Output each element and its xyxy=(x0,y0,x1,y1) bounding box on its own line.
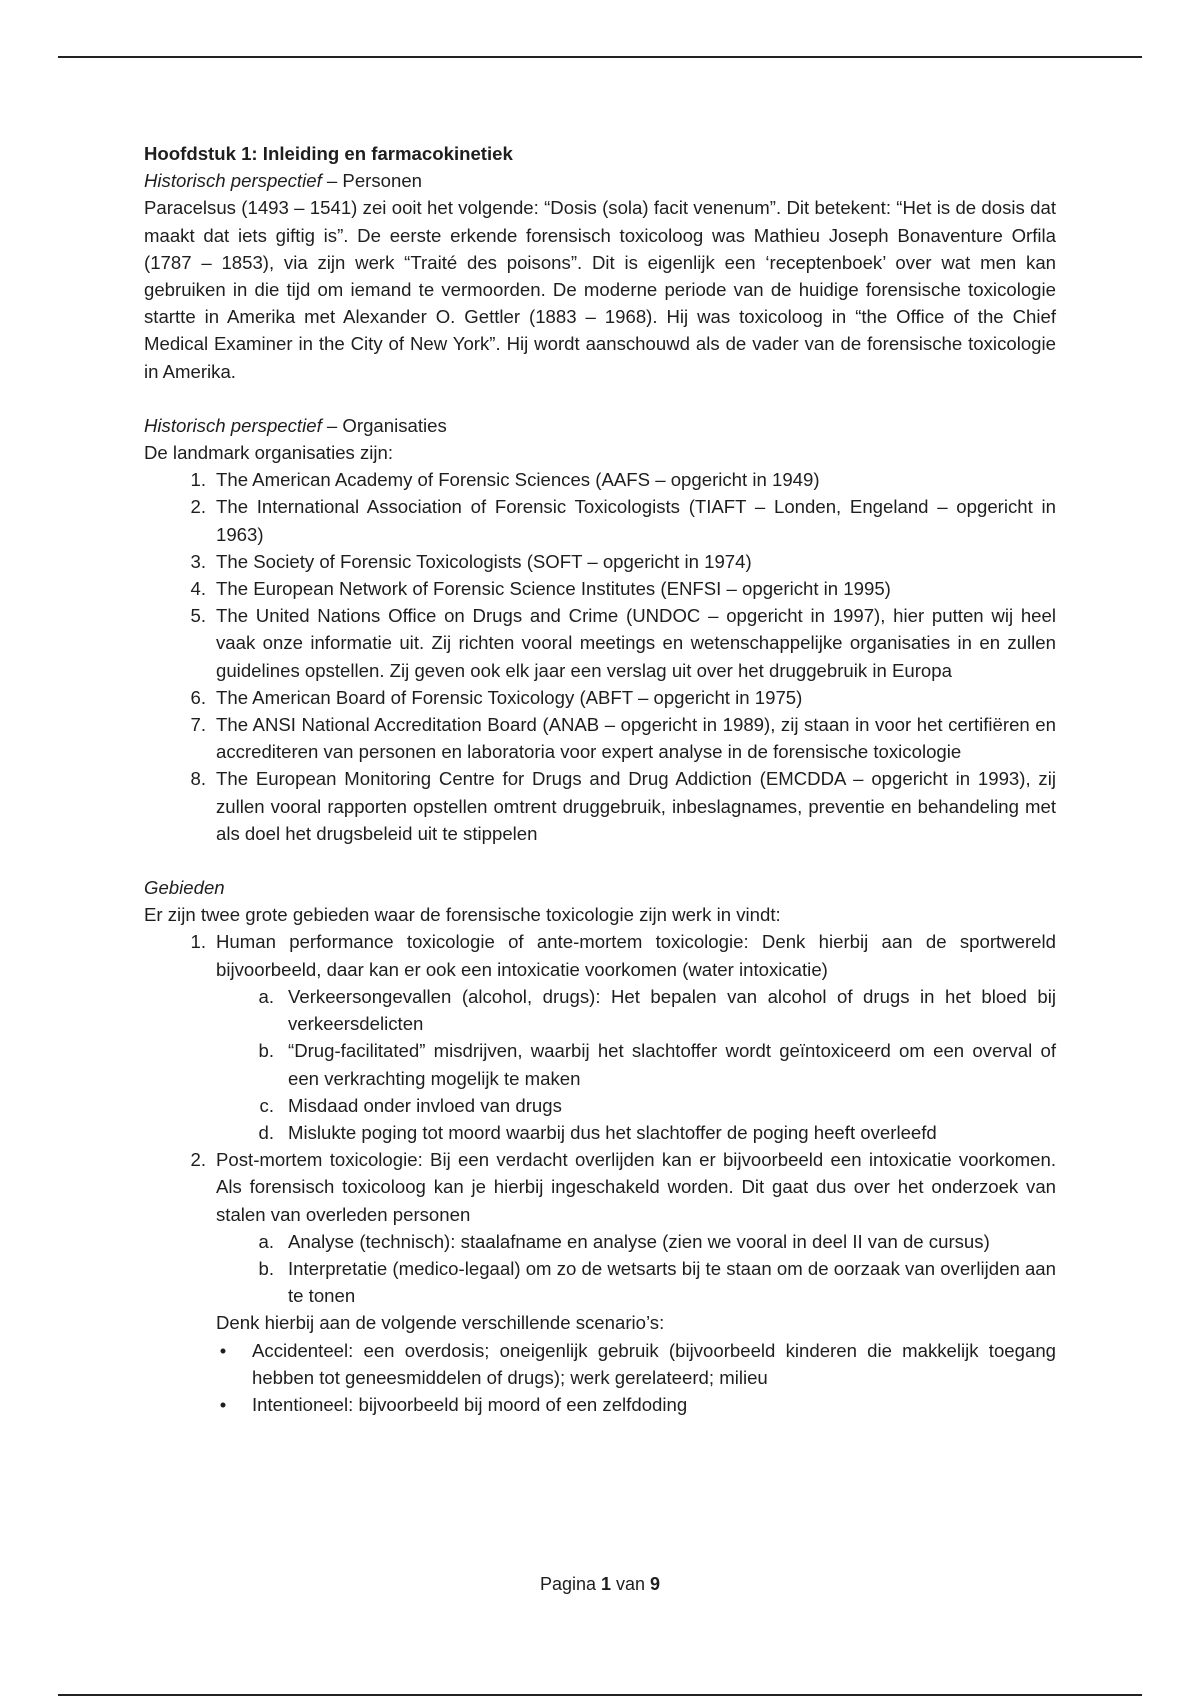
heading-italic: Historisch perspectief xyxy=(144,170,322,192)
sub-list-item: b. Interpretatie (medico-legaal) om zo de wetsarts bij te staan om de oorzaak van overlijden aan te tonen xyxy=(258,1257,1056,1307)
scenario-bullets xyxy=(216,1337,1056,1419)
section-heading-personen xyxy=(144,167,1056,194)
sub-list xyxy=(144,983,1056,1146)
current-page: 1 xyxy=(601,1574,612,1594)
bullet-item: • Intentioneel: bijvoorbeeld bij moord of een zelfdoding xyxy=(216,1391,1056,1418)
organisations-list xyxy=(144,466,1056,847)
gebieden-intro: Er zijn twee grote gebieden waar de forensische toxicologie zijn werk in vindt: xyxy=(144,904,781,926)
list-item: 6. The American Board of Forensic Toxicology (ABFT – opgericht in 1975) xyxy=(190,686,803,708)
list-item: 2. Post-mortem toxicologie: Bij een verdacht overlijden kan er bijvoorbeeld een intoxicatie voorkomen. Als forensisch toxicoloog kan je hierbij ingeschakeld worden. Dit gaat dus over het onderzoek van stalen van overleden personen a. Analyse (technisch): staalafname en analyse (zien we vooral in deel II van de cursus) b. Interpretatie (medico-legaal) om zo de wetsarts bij te staan om de oorzaak van overlijden aan te tonen Denk hierbij aan de volgende verschillende scenario’s: • Accidenteel: een overdosis; oneigenlijk gebruik (bijvoorbeeld kinderen die makkelijk toegang hebben tot geneesmiddelen of drugs); werk gerelateerd; milieu • Intentioneel: bijvoorbeeld bij moord of een zelfdoding xyxy=(144,1146,1056,1418)
list-item: 8. The European Monitoring Centre for Drugs and Drug Addiction (EMCDDA – opgericht in 1993), zij zullen vooral rapporten opstellen omtrent druggebruik, inbeslagnames, preventie en behandeling met als doel het drugsbeleid uit te stippelen xyxy=(190,768,1056,844)
sub-list-item: a. Analyse (technisch): staalafname en analyse (zien we vooral in deel II van de cursus) xyxy=(258,1230,990,1252)
scenario-intro: Denk hierbij aan de volgende verschillende scenario’s: xyxy=(216,1312,665,1334)
sub-list-item: d. Mislukte poging tot moord waarbij dus het slachtoffer de poging heeft overleefd xyxy=(258,1121,937,1143)
list-item: 4. The European Network of Forensic Science Institutes (ENFSI – opgericht in 1995) xyxy=(190,578,891,600)
header-rule xyxy=(58,56,1142,58)
list-item: 5. The United Nations Office on Drugs and Crime (UNDOC – opgericht in 1997), hier putten wij heel vaak onze informatie uit. Zij richten vooral meetings en wetenschappelijke organisaties in en zullen guidelines opstellen. Zij geven ook elk jaar een verslag uit over het druggebruik in Europa xyxy=(190,605,1056,681)
page-footer: Pagina 1 van 9 xyxy=(539,1574,661,1594)
page-title: Hoofdstuk 1: Inleiding en farmacokinetiek xyxy=(144,143,513,164)
section-heading-gebieden xyxy=(144,874,1056,901)
organisaties-intro: De landmark organisaties zijn: xyxy=(144,442,394,464)
sub-list-item: b. “Drug-facilitated” misdrijven, waarbij het slachtoffer wordt geïntoxiceerd om een overval of een verkrachting mogelijk te maken xyxy=(258,1040,1056,1089)
list-item: 3. The Society of Forensic Toxicologists (SOFT – opgericht in 1974) xyxy=(190,550,752,572)
bullet-icon: • xyxy=(219,1339,227,1361)
gebieden-list xyxy=(144,928,1056,1418)
sub-list-item: a. Verkeersongevallen (alcohol, drugs): Het bepalen van alcohol of drugs in het bloed bij verkeersdelicten xyxy=(258,985,1056,1035)
list-item: 2. The International Association of Forensic Toxicologists (TIAFT – Londen, Engeland – opgericht in 1963) xyxy=(190,496,1056,545)
list-item: 1. Human performance toxicologie of ante-mortem toxicologie: Denk hierbij aan de sportwereld bijvoorbeeld, daar kan er ook een intoxicatie voorkomen (water intoxicatie) a. Verkeersongevallen (alcohol, drugs): Het bepalen van alcohol of drugs in het bloed bij verkeersdelicten b. “Drug-facilitated” misdrijven, waarbij het slachtoffer wordt geïntoxiceerd om een overval of een verkrachting mogelijk te maken c. Misdaad onder invloed van drugs d. Mislukte poging tot moord waarbij dus het slachtoffer de poging heeft overleefd xyxy=(144,928,1056,1146)
section-heading-organisaties xyxy=(144,412,1056,439)
total-pages: 9 xyxy=(650,1574,661,1594)
heading-rest: – Personen xyxy=(321,170,423,192)
bullet-item: • Accidenteel: een overdosis; oneigenlijk gebruik (bijvoorbeeld kinderen die makkelijk toegang hebben tot geneesmiddelen of drugs); werk gerelateerd; milieu xyxy=(216,1337,1056,1391)
document-body xyxy=(144,140,1056,1418)
sub-list-item: c. Misdaad onder invloed van drugs xyxy=(259,1094,562,1116)
sub-list xyxy=(144,1228,1056,1310)
heading-italic: Gebieden xyxy=(144,877,225,899)
heading-rest: – Organisaties xyxy=(321,414,447,436)
list-item: 7. The ANSI National Accreditation Board (ANAB – opgericht in 1989), zij staan in voor het certifiëren en accrediteren van personen en laboratoria voor expert analyse in de forensische toxicologie xyxy=(190,714,1056,763)
heading-italic: Historisch perspectief xyxy=(144,414,322,436)
footer-rule xyxy=(58,1694,1142,1696)
personen-paragraph: Paracelsus (1493 – 1541) zei ooit het volgende: “Dosis (sola) facit venenum”. Dit betekent: “Het is de dosis dat maakt dat iets giftig is”. De eerste erkende forensisch toxicoloog was Mathieu Joseph Bonaventure Orfila (1787 – 1853), via zijn werk “Traité des poisons”. Dit is eigenlijk een ‘receptenboek’ over wat men kan gebruiken in die tijd om iemand te vermoorden. De moderne periode van de huidige forensische toxicologie startte in Amerika met Alexander O. Gettler (1883 – 1968). Hij was toxicoloog in “the Office of the Chief Medical Examiner in the City of New York”. Hij wordt aanschouwd als de vader van de forensische toxicologie in Amerika. xyxy=(144,197,1056,382)
bullet-icon: • xyxy=(219,1393,227,1415)
list-item: 1. The American Academy of Forensic Sciences (AAFS – opgericht in 1949) xyxy=(190,469,820,491)
